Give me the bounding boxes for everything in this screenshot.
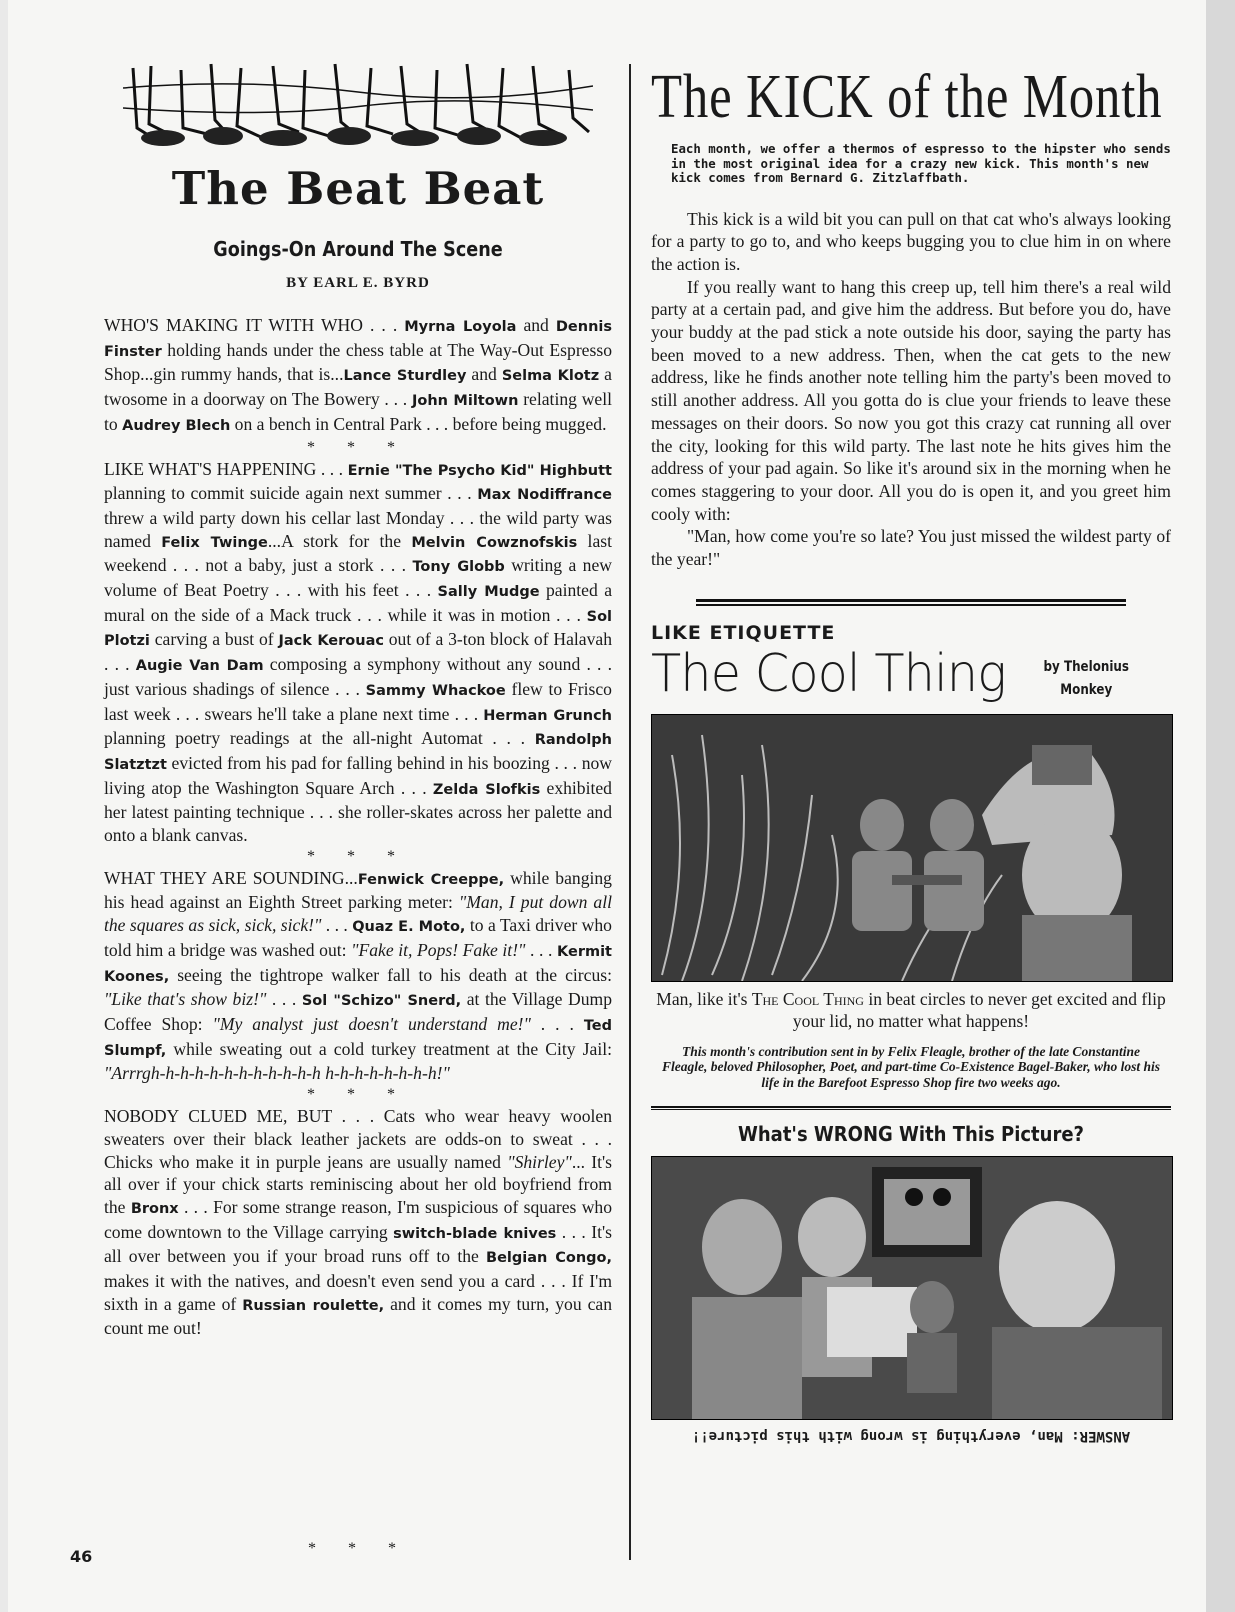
etiquette-kicker: LIKE ETIQUETTE: [651, 621, 836, 644]
quote-text: "My analyst just doesn't understand me!": [212, 1013, 531, 1034]
person-name: Sol Plotzi: [104, 608, 612, 650]
person-name: Zelda Slofkis: [432, 781, 541, 798]
quote-text: "Man, I put down all the squares as sick, sick, sick!": [104, 892, 612, 936]
kick-paragraph: If you really want to hang this creep up, tell him there's a real wild party at a certain pad, and give him the address. But before you do, have your buddy at the pad stick a note outside his door, saying the party has been moved to a new address. Then, when the cat gets to the new address, like he finds another note telling him the party's been moved to still another address. All you gotta do is clue your friends to leave these messages on their doors. So now you got this crazy cat running all over the city, looking for this wild party. The last note he hits gives him the address of your pad again. So like it's around six in the morning when he comes staggering to your door. All you do is open it, and you greet him cooly with:: [651, 276, 1171, 524]
person-name: Fenwick Creeppe,: [357, 871, 505, 888]
section-stars: * * *: [307, 1086, 409, 1104]
person-name: Myrna Loyola: [404, 319, 517, 335]
beat-beat-body: [104, 314, 612, 1340]
kick-paragraph: This kick is a wild bit you can pull on that cat who's always looking for a party to go to, and who keeps bugging you to clue him in on where the action is.: [651, 208, 1171, 274]
person-name: Ernie "The Psycho Kid" Highbutt: [347, 462, 612, 479]
person-name: Sally Mudge: [437, 584, 540, 601]
person-name: Randolph Slatztzt: [104, 732, 612, 773]
person-name: Sol "Schizo" Snerd,: [301, 993, 462, 1010]
section-stars: * * *: [307, 438, 409, 456]
person-name: Jack Kerouac: [278, 633, 384, 650]
body-text: while banging his head against an Eighth Street parking meter:: [104, 867, 612, 913]
body-text: out of a 3-ton block of Halavah . . .: [104, 629, 612, 675]
cool-thing-byline: [1044, 656, 1129, 702]
byline-line: by Thelonius: [1043, 658, 1129, 675]
person-name: Selma Klotz: [501, 368, 600, 385]
body-text: and it comes my turn, you can count me out!: [104, 1293, 612, 1339]
whats-wrong-title: What's WRONG With This Picture?: [738, 1122, 1084, 1147]
body-text: exhibited her latest painting technique . . . she roller-skates across her palette and onto a blank canvas.: [104, 777, 612, 846]
caption-smallcaps: The Cool Thing: [751, 988, 864, 1009]
body-text: carving a bust of: [149, 629, 279, 650]
kick-paragraph: "Man, how come you're so late? You just missed the wildest party of the year!": [651, 526, 1171, 570]
gossip-paragraph: [104, 458, 612, 847]
person-name: John Miltown: [411, 393, 519, 410]
section-stars: * * *: [307, 847, 409, 865]
contribution-credit: This month's contribution sent in by Felix Fleagle, brother of the late Constantine Fleagle, beloved Philosopher, Poet, and part-time Co-Existence Bagel-Baker, who lost his life in the Barefoot Espresso Shop fire two weeks ago.: [662, 1043, 1160, 1090]
body-text: . . .: [525, 939, 558, 960]
person-name: switch-blade knives: [393, 1225, 557, 1242]
body-text: threw a wild party down his cellar last Monday . . . the wild party was named: [104, 507, 612, 551]
right-column: [651, 62, 1171, 1444]
cool-thing-header: [651, 644, 1171, 714]
person-name: Audrey Blech: [122, 417, 231, 434]
kick-of-the-month-title: The KICK of the Month: [651, 63, 1163, 131]
body-text: . . . It's all over between you if your broad runs off to the: [104, 1221, 612, 1267]
person-name: Melvin Cowznofskis: [411, 534, 578, 551]
body-text: planning poetry readings at the all-night Automat . . .: [104, 728, 535, 749]
beat-beat-subtitle: Goings-On Around The Scene: [213, 237, 503, 261]
gossip-paragraph: [104, 314, 612, 438]
body-text: ...A stork for the: [267, 530, 412, 551]
body-text: painted a mural on the side of a Mack truck . . . while it was in motion . . .: [104, 580, 612, 625]
body-text: composing a symphony without any sound . . . just various shadings of silence . . .: [104, 654, 613, 699]
gossip-paragraph: [104, 1105, 612, 1340]
person-name: Belgian Congo,: [486, 1250, 612, 1267]
body-text: and: [466, 364, 502, 385]
section-rule: [696, 599, 1126, 606]
body-text: ... It's all over if your chick starts reminiscing about her old boyfriend from the: [104, 1151, 613, 1217]
body-text: a twosome in a doorway on The Bowery . . .: [104, 364, 612, 410]
caption-text: in beat circles to never get excited and flip your lid, no matter what happens!: [792, 988, 1166, 1031]
person-name: Russian roulette,: [242, 1297, 385, 1314]
kick-body: [651, 208, 1171, 571]
quote-text: "Arrrgh-h-h-h-h-h-h-h-h-h-h-h h-h-h-h-h-h-h-h!": [104, 1063, 450, 1084]
magazine-page: [8, 0, 1206, 1612]
body-text: . . . For some strange reason, I'm suspicious of squares who come downtown to the Village carrying: [104, 1196, 612, 1242]
gossip-paragraph: [104, 867, 612, 1085]
person-name: Kermit Koones,: [104, 943, 612, 985]
body-text: LIKE WHAT'S HAPPENING . . .: [104, 458, 348, 479]
quote-text: "Like that's show biz!": [104, 989, 267, 1010]
person-name: Dennis Finster: [104, 319, 612, 360]
section-stars: * * *: [308, 1540, 410, 1557]
body-text: evicted from his pad for falling behind in his boozing . . . now living atop the Washington Square Arch . . .: [104, 752, 612, 798]
body-text: . . .: [266, 989, 302, 1010]
person-name: Tony Globb: [412, 559, 505, 576]
answer-upside-down: ANSWER: Man, everything is wrong with this picture!!: [691, 1428, 1131, 1445]
body-text: flew to Frisco last week . . . swears he'll take a plane next time . . .: [104, 678, 612, 724]
quote-text: "Fake it, Pops! Fake it!": [351, 939, 526, 960]
page-edge: [1206, 0, 1235, 1612]
beat-beat-column: [104, 58, 612, 1340]
feet-banner-illustration: [123, 58, 593, 154]
person-name: Felix Twinge: [161, 534, 268, 551]
byline-line: Monkey: [1060, 681, 1113, 698]
body-text: while sweating out a cold turkey treatment at the City Jail:: [166, 1038, 612, 1059]
cool-thing-illustration: [651, 714, 1173, 982]
body-text: planning to commit suicide again next summer . . .: [104, 483, 478, 504]
body-text: at the Village Dump Coffee Shop:: [104, 989, 612, 1034]
body-text: holding hands under the chess table at The Way-Out Espresso Shop...gin rummy hands, that is...: [104, 339, 612, 385]
page-number: 46: [70, 1547, 93, 1566]
body-text: relating well to: [104, 389, 613, 434]
body-text: NOBODY CLUED ME, BUT . . . Cats who wear heavy woolen sweaters over their black leather jackets are odds-on to sweat . . . Chicks who make it in purple jeans are usually named: [104, 1106, 612, 1172]
whats-wrong-illustration: [651, 1156, 1173, 1420]
body-text: writing a new volume of Beat Poetry . . . with his feet . . .: [104, 555, 612, 601]
person-name: Bronx: [130, 1200, 179, 1217]
person-name: Herman Grunch: [483, 707, 612, 724]
person-name: Augie Van Dam: [135, 658, 264, 675]
body-text: makes it with the natives, and doesn't even send you a card . . . If I'm sixth in a game of: [104, 1271, 612, 1314]
person-name: Max Nodiffrance: [477, 487, 612, 504]
kick-intro: Each month, we offer a thermos of espresso to the hipster who sends in the most original idea for a crazy new kick. This month's new kick comes from Bernard G. Zitzlaffbath.: [671, 141, 1171, 185]
cool-thing-title: The Cool Thing: [651, 643, 1006, 704]
body-text: seeing the tightrope walker fall to his death at the circus:: [169, 964, 612, 985]
beat-beat-title: The Beat Beat: [171, 162, 545, 215]
column-divider: [629, 64, 631, 1560]
person-name: Ted Slumpf,: [104, 1017, 612, 1059]
body-text: to a Taxi driver who told him a bridge was washed out:: [104, 915, 612, 960]
body-text: WHAT THEY ARE SOUNDING...: [104, 867, 358, 888]
quote-text: "Shirley": [507, 1151, 572, 1172]
body-text: and: [516, 315, 556, 335]
person-name: Lance Sturdley: [343, 368, 467, 385]
body-text: . . .: [530, 1013, 584, 1034]
person-name: Sammy Whackoe: [365, 682, 506, 699]
caption-text: Man, like it's: [656, 988, 752, 1009]
body-text: WHO'S MAKING IT WITH WHO . . .: [104, 315, 405, 335]
person-name: Quaz E. Moto,: [352, 919, 466, 936]
body-text: last weekend . . . not a baby, just a stork . . .: [104, 530, 612, 576]
cool-thing-caption: [651, 988, 1171, 1032]
section-rule: [651, 1106, 1171, 1110]
body-text: . . .: [321, 915, 353, 936]
beat-beat-byline: BY EARL E. BYRD: [286, 275, 430, 291]
body-text: on a bench in Central Park . . . before being mugged.: [230, 413, 607, 434]
